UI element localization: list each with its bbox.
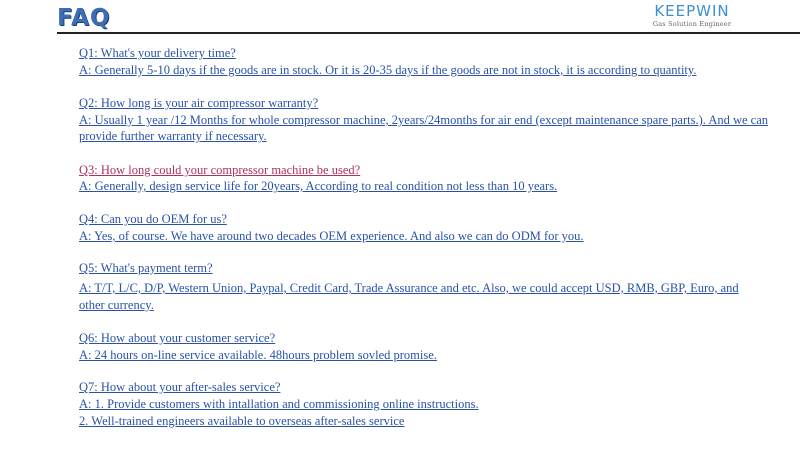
faq-answer-2-line-1[interactable]: A: Usually 1 year /12 Months for whole compressor machine, 2years/24months for air end (except maintenance spare parts.). And we can bbox=[79, 113, 769, 127]
faq-answer-1[interactable]: A: Generally 5-10 days if the goods are in stock. Or it is 20-35 days if the goods are not in stock, it is according to quantity. bbox=[79, 63, 697, 77]
faq-answer-5-line-1[interactable]: A: T/T, L/C, D/P, Western Union, Paypal, Credit Card, Trade Assurance and etc. Also, we could accept USD, RMB, GBP, Euro, and bbox=[79, 281, 739, 295]
faq-question-7[interactable]: Q7: How about your after-sales service? bbox=[79, 380, 281, 394]
faq-question-4[interactable]: Q4: Can you do OEM for us? bbox=[79, 212, 227, 226]
faq-question-3[interactable]: Q3: How long could your compressor machine be used? bbox=[79, 163, 361, 177]
faq-question-6[interactable]: Q6: How about your customer service? bbox=[79, 331, 276, 345]
faq-question-1[interactable]: Q1: What's your delivery time? bbox=[79, 46, 236, 60]
faq-question-5[interactable]: Q5: What's payment term? bbox=[79, 261, 213, 275]
faq-answer-5-line-2[interactable]: other currency. bbox=[79, 298, 154, 312]
logo-tagline: Gas Solution Engineer bbox=[652, 20, 732, 28]
faq-answer-6[interactable]: A: 24 hours on-line service available. 48hours problem sovled promise. bbox=[79, 348, 437, 362]
faq-answer-4[interactable]: A: Yes, of course. We have around two decades OEM experience. And also we can do ODM for you. bbox=[79, 229, 584, 243]
faq-answer-2-line-2[interactable]: provide further warranty if necessary. bbox=[79, 129, 267, 143]
faq-answer-3[interactable]: A: Generally, design service life for 20years, According to real condition not less than 10 years. bbox=[79, 179, 558, 193]
faq-answer-7-line-1[interactable]: A: 1. Provide customers with intallation and commissioning online instructions. bbox=[79, 397, 479, 411]
page-title: FAQ bbox=[57, 5, 111, 31]
faq-question-2[interactable]: Q2: How long is your air compressor warranty? bbox=[79, 96, 319, 110]
logo-wordmark: KEEPWIN bbox=[654, 2, 730, 20]
faq-answer-7-line-2[interactable]: 2. Well-trained engineers available to overseas after-sales service bbox=[79, 414, 405, 428]
